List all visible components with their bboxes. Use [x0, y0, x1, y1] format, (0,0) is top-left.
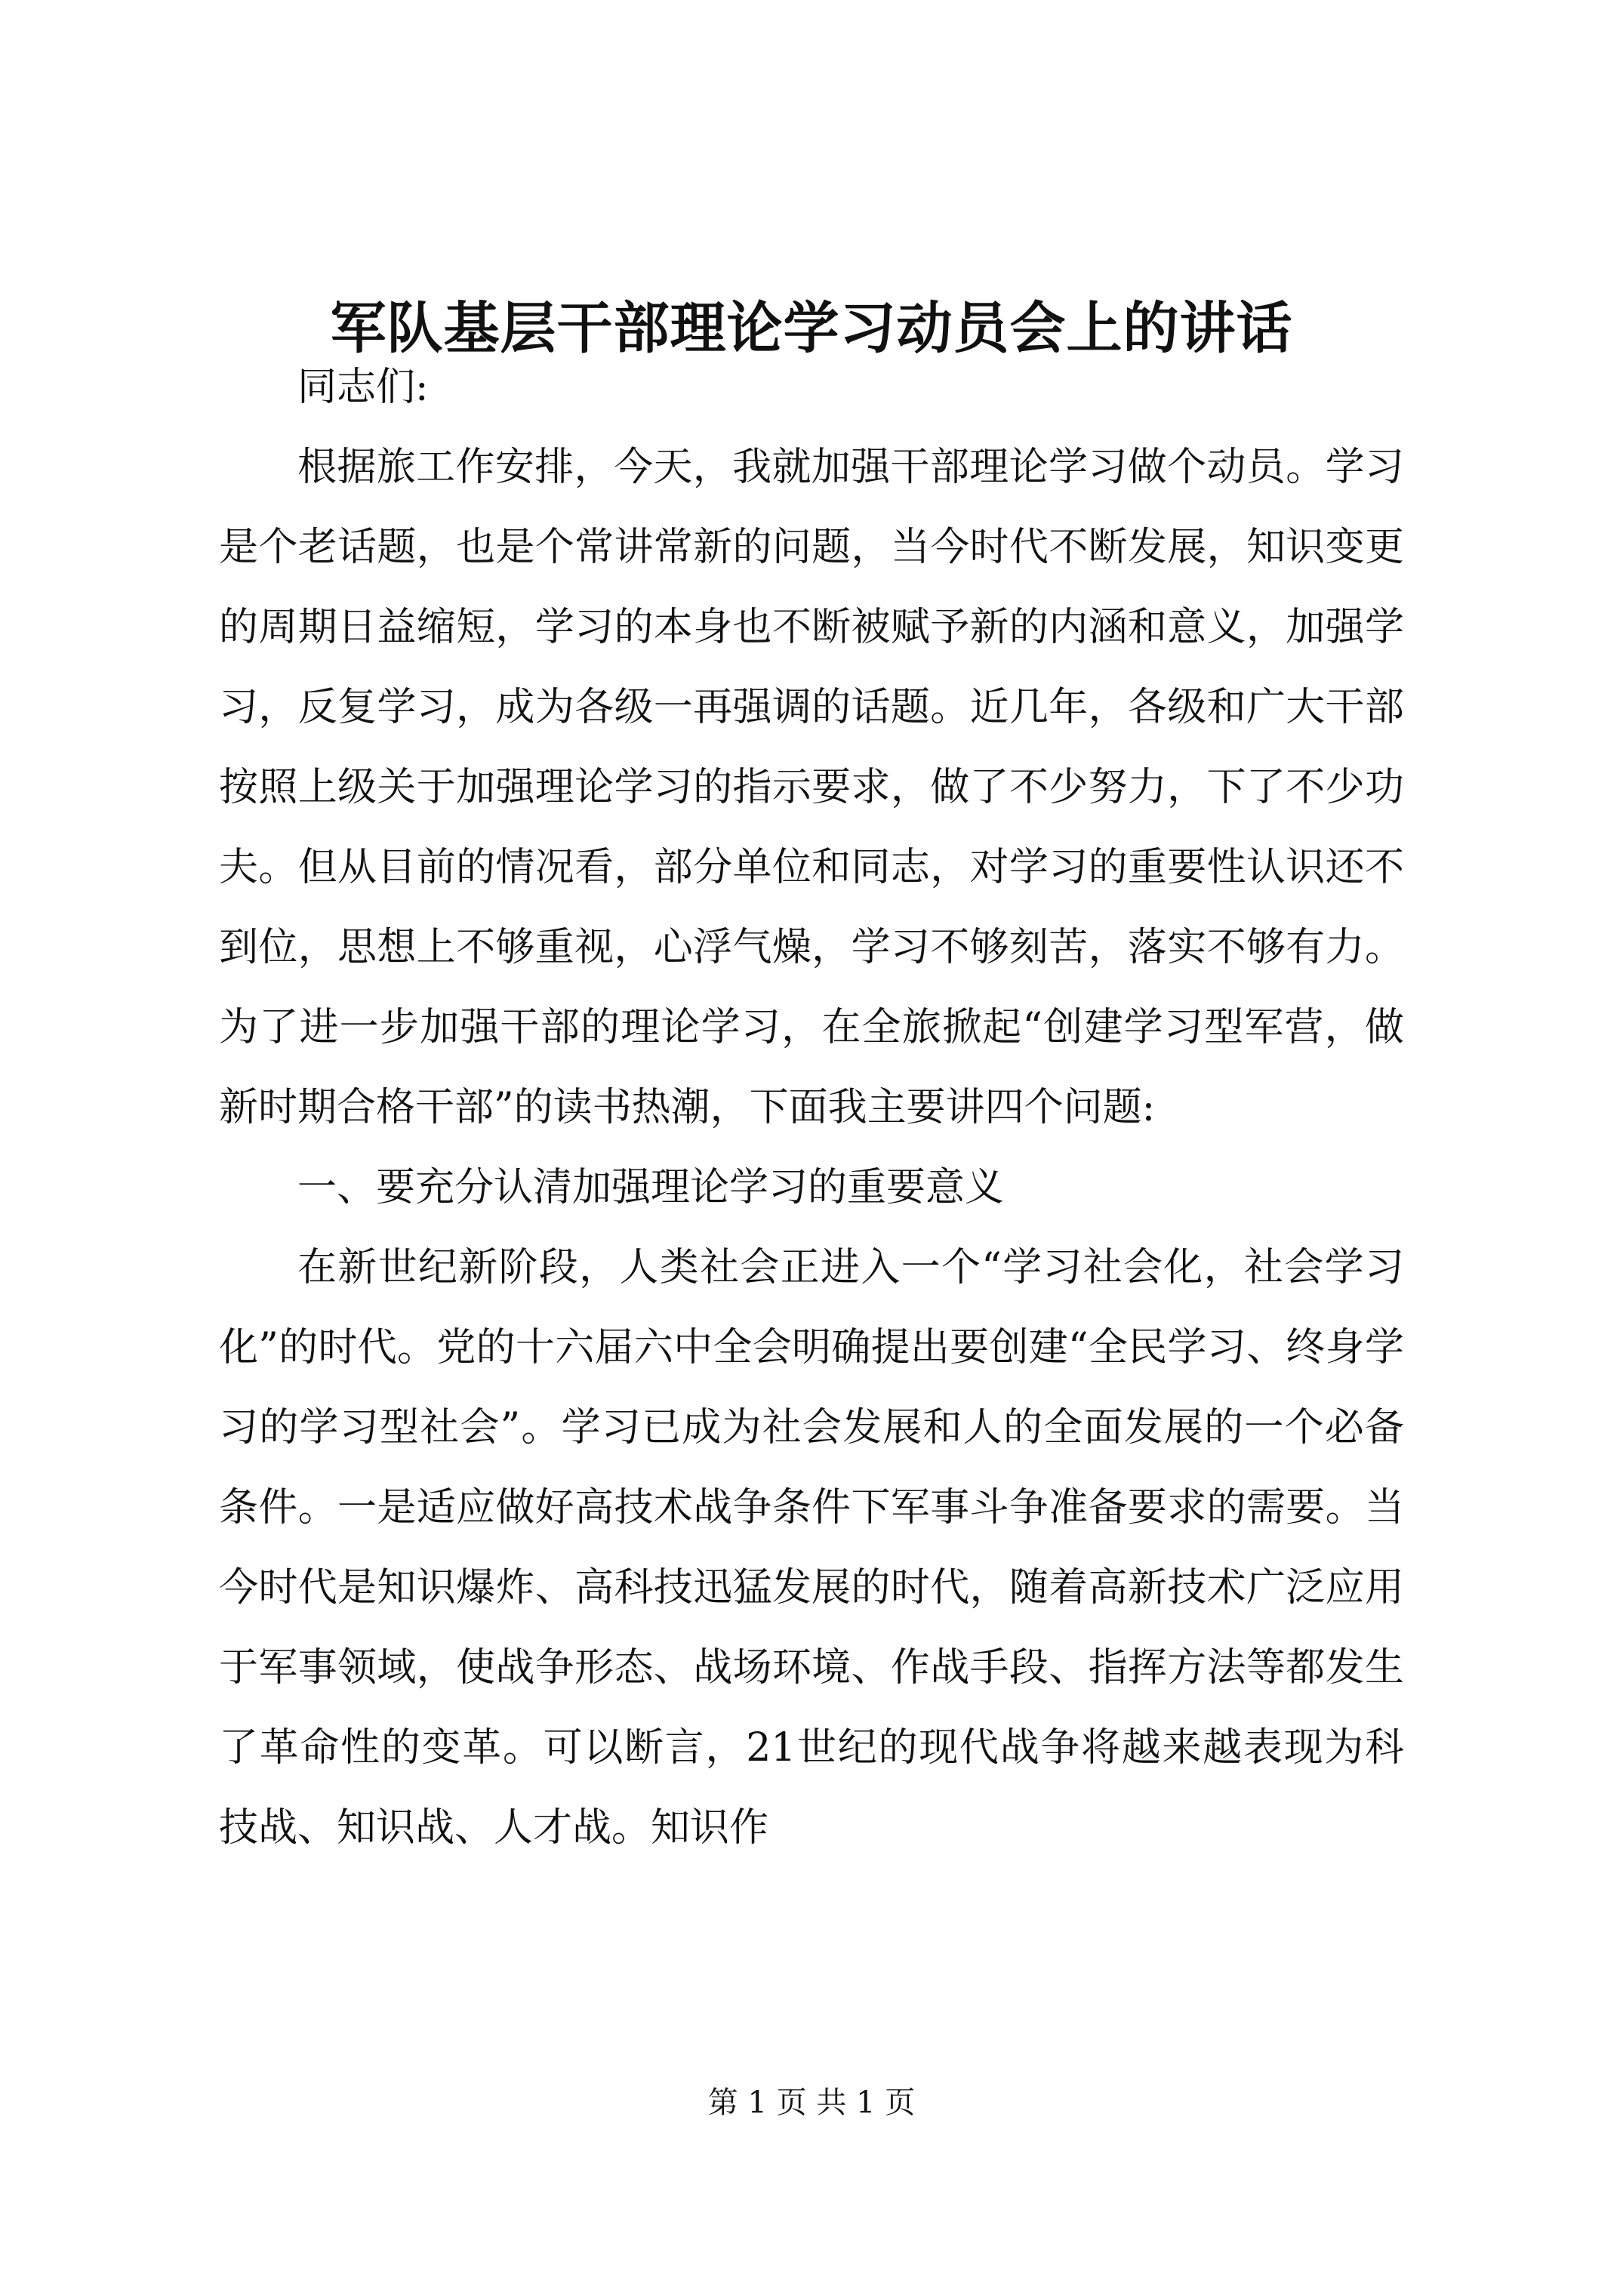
paragraph-section-one: 在新世纪新阶段，人类社会正进入一个“学习社会化，社会学习化”的时代。党的十六届六中全会明确提出要创建“全民学习、终身学习的学习型社会”。学习已成为社会发展和人的全面发展的一个必备条件。一是适应做好高技术战争条件下军事斗争准备要求的需要。当今时代是知识爆炸、高科技迅猛发展的时代，随着高新技术广泛应用于军事领域，使战争形态、战场环境、作战手段、指挥方法等都发生了革命性的变革。可以断言，21世纪的现代战争将越来越表现为科技战、知识战、人才战。知识作 — [219, 1245, 1404, 1851]
document-title: 军队基层干部理论学习动员会上的讲话 — [330, 296, 1293, 361]
document-body — [219, 347, 1404, 1868]
section-heading: 一、要充分认清加强理论学习的重要意义 — [297, 1165, 1005, 1210]
salutation: 同志们: — [297, 365, 429, 410]
paragraph-intro: 根据旅工作安排，今天，我就加强干部理论学习做个动员。学习是个老话题，也是个常讲常新的问题，当今时代不断发展，知识变更的周期日益缩短，学习的本身也不断被赋予新的内涵和意义，加强学习，反复学习，成为各级一再强调的话题。近几年，各级和广大干部按照上级关于加强理论学习的指示要求，做了不少努力，下了不少功夫。但从目前的情况看，部分单位和同志，对学习的重要性认识还不到位，思想上不够重视，心浮气燥，学习不够刻苦，落实不够有力。为了进一步加强干部的理论学习，在全旅掀起“创建学习型军营，做新时期合格干部”的读书热潮，下面我主要讲四个问题: — [219, 445, 1404, 1130]
page-footer: 第 1 页 共 1 页 — [707, 2085, 916, 2120]
